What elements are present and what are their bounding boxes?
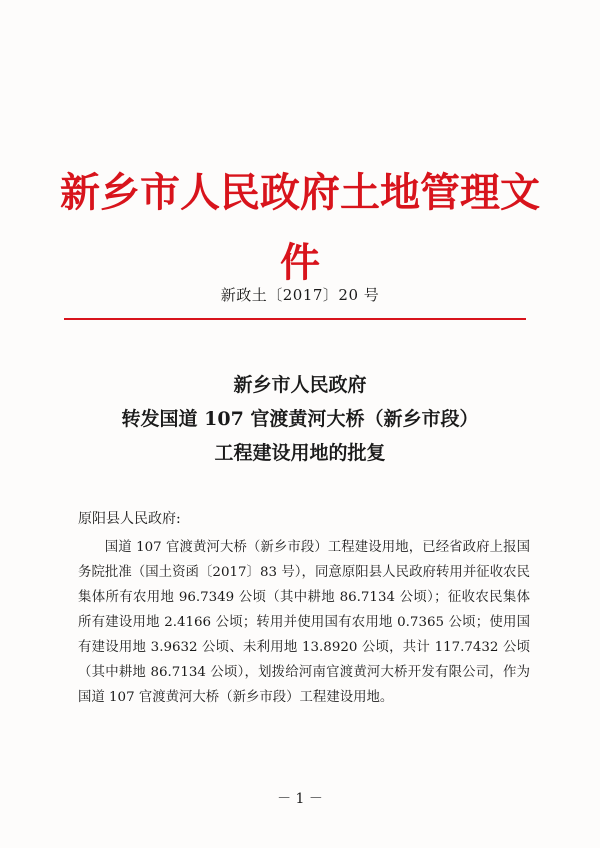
document-title [40, 368, 560, 470]
document-masthead: 新乡市人民政府土地管理文件 [60, 169, 540, 286]
title-line-3: 工程建设用地的批复 [214, 442, 386, 464]
document-number: 新政土〔2017〕20 号 [220, 286, 380, 304]
page-number: － 1 － [277, 791, 323, 807]
title-line-2: 转发国道 107 官渡黄河大桥（新乡市段） [121, 408, 479, 430]
red-divider-line [64, 318, 526, 320]
addressee: 原阳县人民政府: [78, 511, 181, 527]
body-paragraph: 国道 107 官渡黄河大桥（新乡市段）工程建设用地，已经省政府上报国务院批准（国土资函〔2017〕83 号），同意原阳县人民政府转用并征收农民集体所有农用地 96.7349 公顷（其中耕地 86.7134 公顷）；征收农民集体所有建设用地 2.4166 公顷；转用并使用国有农用地 0.7365 公顷；使用国有建设用地 3.9632 公顷、未利用地 13.8920 公顷，共计 117.7432 公顷（其中耕地 86.7134 公顷），划拨给河南官渡黄河大桥开发有限公司，作为国道 107 官渡黄河大桥（新乡市段）工程建设用地。 [78, 540, 530, 705]
title-line-1: 新乡市人民政府 [233, 374, 367, 396]
